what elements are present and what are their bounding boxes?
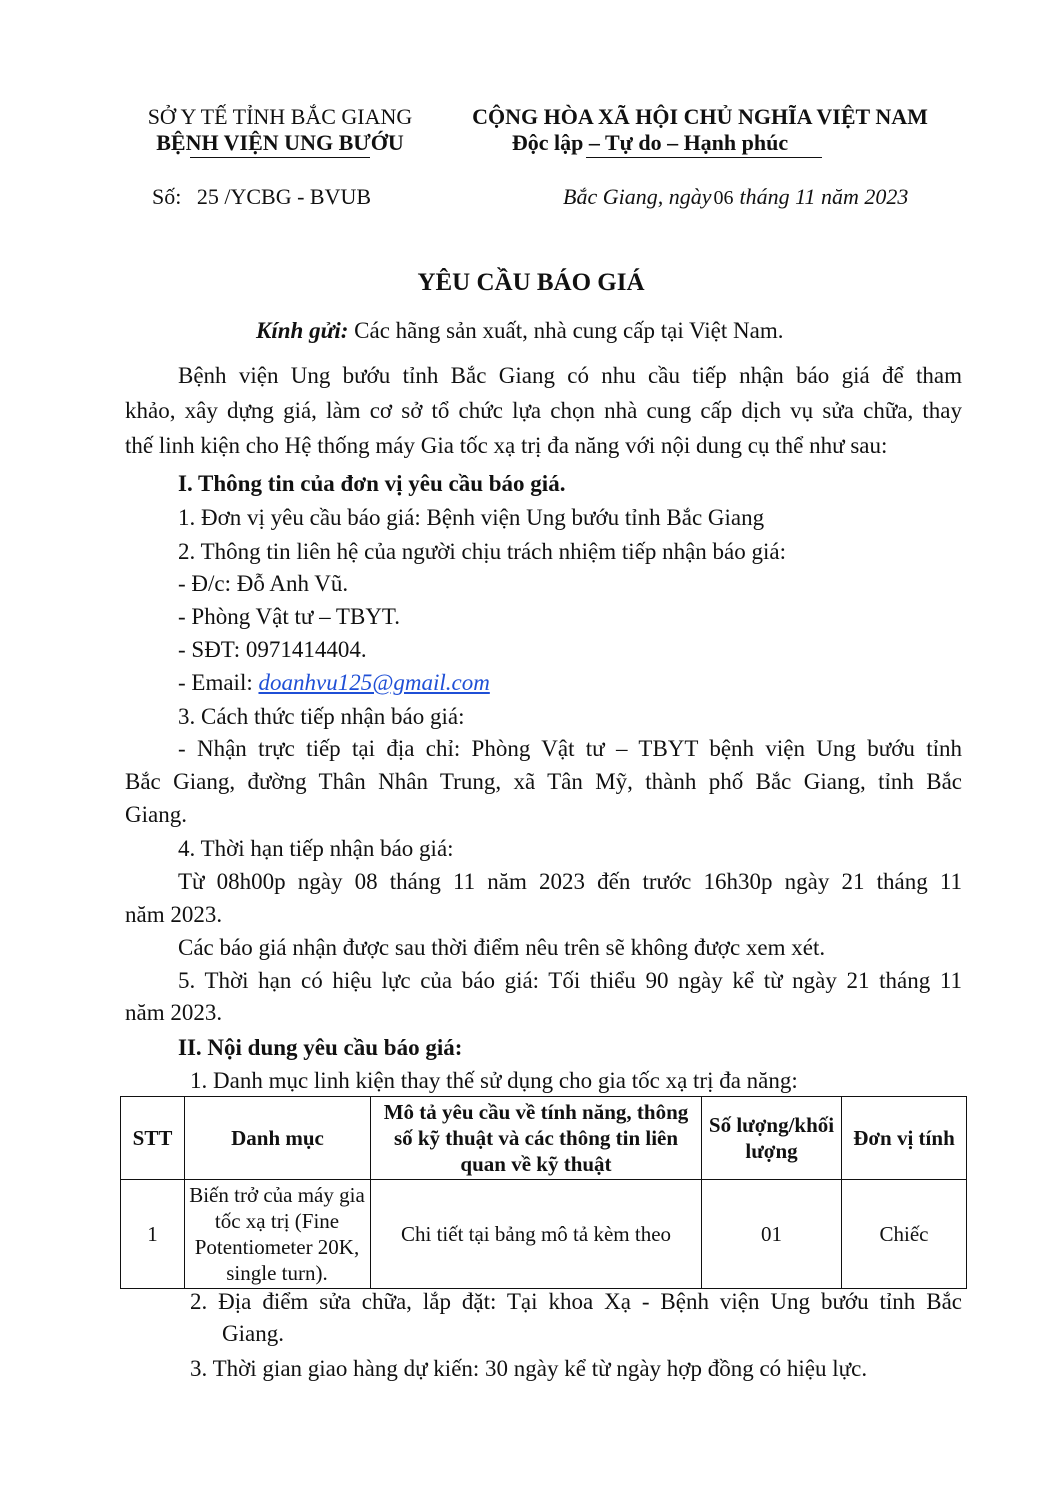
- contact-phone: - SĐT: 0971414404.: [178, 637, 367, 662]
- motto: Độc lập – Tự do – Hạnh phúc: [511, 130, 789, 155]
- contact-name: - Đ/c: Đỗ Anh Vũ.: [178, 571, 349, 596]
- recipient-text: Các hãng sản xuất, nhà cung cấp tại Việt Nam.: [354, 318, 784, 343]
- table-header-row: [121, 1097, 967, 1180]
- row-quantity: 01: [702, 1180, 842, 1289]
- address-line-3: Giang.: [125, 802, 187, 827]
- intro-line-3: thế linh kiện cho Hệ thống máy Gia tốc xạ trị đa năng với nội dung cụ thể như sau:: [125, 433, 888, 458]
- header-category: Danh mục: [185, 1097, 371, 1180]
- document-date-day: 06: [713, 187, 734, 209]
- section-1-item-4: 4. Thời hạn tiếp nhận báo giá:: [178, 836, 454, 861]
- document-title: YÊU CẦU BÁO GIÁ: [417, 269, 645, 296]
- validity-line-2: năm 2023.: [125, 1000, 223, 1025]
- contact-email-link[interactable]: doanhvu125@gmail.com: [258, 670, 490, 695]
- components-table: [120, 1096, 967, 1289]
- section-2-list-item-1: 1. Danh mục linh kiện thay thế sử dụng cho gia tốc xạ trị đa năng:: [190, 1068, 798, 1093]
- contact-email-line: [178, 669, 490, 697]
- header-stt: STT: [121, 1097, 185, 1180]
- table-row: [121, 1180, 967, 1289]
- deadline-line-1: Từ 08h00p ngày 08 tháng 11 năm 2023 đến trước 16h30p ngày 21 tháng 11: [178, 869, 962, 894]
- section-1-heading: I. Thông tin của đơn vị yêu cầu báo giá.: [178, 471, 566, 496]
- deadline-note: Các báo giá nhận được sau thời điểm nêu trên sẽ không được xem xét.: [178, 935, 826, 960]
- recipient-label: Kính gửi:: [256, 318, 349, 343]
- header-quantity: Số lượng/khối lượng: [702, 1097, 842, 1180]
- address-line-1: - Nhận trực tiếp tại địa chỉ: Phòng Vật tư – TBYT bệnh viện Ung bướu tỉnh: [178, 736, 962, 761]
- header-description: Mô tả yêu cầu về tính năng, thông số kỹ thuật và các thông tin liên quan về kỹ thuật: [371, 1097, 702, 1180]
- country-title: CỘNG HÒA XÃ HỘI CHỦ NGHĨA VIỆT NAM: [472, 104, 928, 129]
- document-date-suffix: tháng 11 năm 2023: [739, 184, 909, 209]
- address-line-2: Bắc Giang, đường Thân Nhân Trung, xã Tân Mỹ, thành phố Bắc Giang, tỉnh Bắc: [125, 769, 962, 794]
- section-2-list-item-2-line-1: 2. Địa điểm sửa chữa, lắp đặt: Tại khoa Xạ - Bệnh viện Ung bướu tỉnh Bắc: [190, 1289, 962, 1314]
- hospital-name-underline: [190, 157, 370, 158]
- section-2-list-item-2-line-2: Giang.: [222, 1321, 284, 1346]
- hospital-name: BỆNH VIỆN UNG BƯỚU: [156, 130, 404, 155]
- document-number-suffix: /YCBG - BVUB: [224, 184, 372, 209]
- motto-underline: [586, 157, 822, 158]
- deadline-line-2: năm 2023.: [125, 902, 223, 927]
- section-1-item-3: 3. Cách thức tiếp nhận báo giá:: [178, 704, 465, 729]
- document-number: [152, 184, 371, 210]
- row-stt: 1: [121, 1180, 185, 1289]
- document-date-prefix: Bắc Giang, ngày: [563, 184, 712, 209]
- section-2-list-item-3: 3. Thời gian giao hàng dự kiến: 30 ngày kể từ ngày hợp đồng có hiệu lực.: [190, 1356, 868, 1381]
- contact-email-label: - Email:: [178, 670, 253, 695]
- recipient-line: [256, 317, 783, 345]
- row-unit: Chiếc: [842, 1180, 967, 1289]
- intro-line-1: Bệnh viện Ung bướu tỉnh Bắc Giang có nhu cầu tiếp nhận báo giá để tham: [178, 363, 962, 388]
- row-description: Chi tiết tại bảng mô tả kèm theo: [371, 1180, 702, 1289]
- section-2-heading: II. Nội dung yêu cầu báo giá:: [178, 1035, 463, 1060]
- validity-line-1: 5. Thời hạn có hiệu lực của báo giá: Tối thiểu 90 ngày kể từ ngày 21 tháng 11: [178, 968, 962, 993]
- section-1-item-1: 1. Đơn vị yêu cầu báo giá: Bệnh viện Ung bướu tỉnh Bắc Giang: [178, 505, 765, 530]
- header-unit: Đơn vị tính: [842, 1097, 967, 1180]
- row-category: Biến trở của máy gia tốc xạ trị (Fine Potentiometer 20K, single turn).: [185, 1180, 371, 1289]
- document-number-prefix: Số:: [152, 184, 182, 209]
- intro-line-2: khảo, xây dựng giá, làm cơ sở tổ chức lựa chọn nhà cung cấp dịch vụ sửa chữa, thay: [125, 398, 962, 423]
- contact-department: - Phòng Vật tư – TBYT.: [178, 604, 401, 629]
- document-date: [563, 184, 908, 211]
- department-name: SỞ Y TẾ TỈNH BẮC GIANG: [147, 104, 413, 129]
- document-number-value: 25: [196, 184, 219, 209]
- section-1-item-2: 2. Thông tin liên hệ của người chịu trách nhiệm tiếp nhận báo giá:: [178, 539, 786, 564]
